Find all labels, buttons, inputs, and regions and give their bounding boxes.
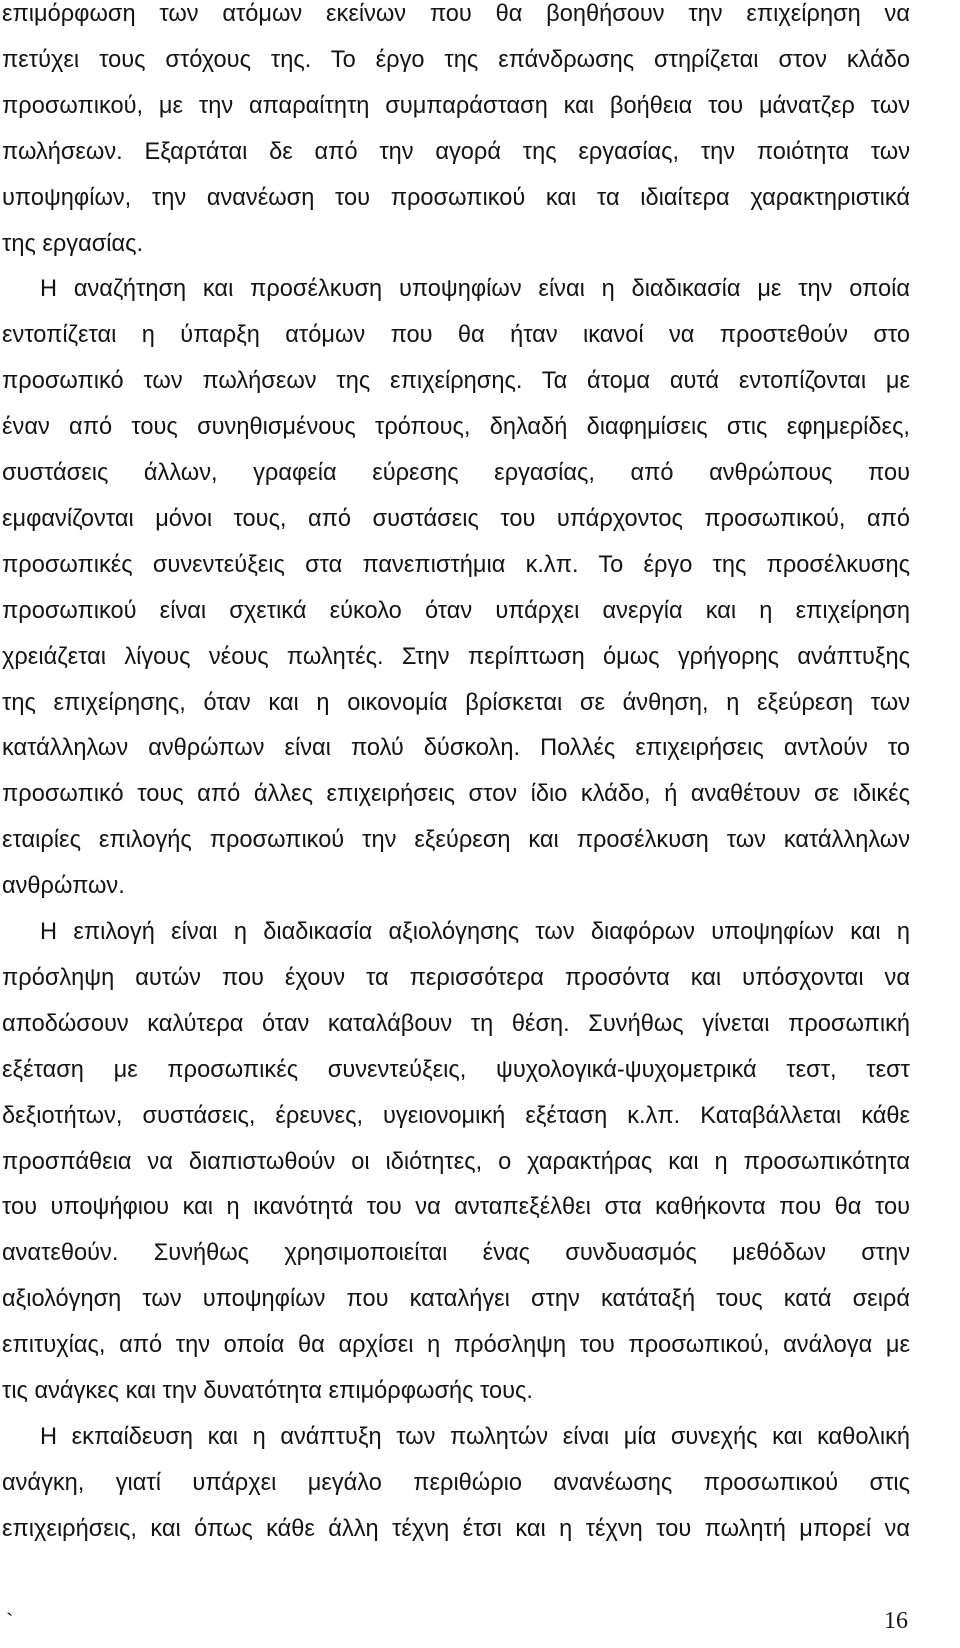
text-line: δεξιοτήτων, συστάσεις, έρευνες, υγειονομική εξέταση κ.λπ. Καταβάλλεται κάθε — [2, 1102, 910, 1129]
text-line: του υποψήφιου και η ικανότητά του να ανταπεξέλθει στα καθήκοντα που θα του — [2, 1194, 910, 1221]
footer-mark: ` — [6, 1608, 14, 1633]
text-line: επιχειρήσεις, και όπως κάθε άλλη τέχνη έτσι και η τέχνη του πωλητή μπορεί να — [2, 1515, 910, 1542]
text-line: ανθρώπων. — [2, 873, 125, 900]
text-line: πετύχει τους στόχους της. Το έργο της επάνδρωσης στηρίζεται στον κλάδο — [2, 46, 910, 73]
text-line: προσπάθεια να διαπιστωθούν οι ιδιότητες, ο χαρακτήρας και η προσωπικότητα — [2, 1148, 910, 1175]
text-line: προσωπικό των πωλήσεων της επιχείρησης. Τα άτομα αυτά εντοπίζονται με — [2, 368, 910, 395]
text-line: εξέταση με προσωπικές συνεντεύξεις, ψυχολογικά-ψυχομετρικά τεστ, τεστ — [2, 1056, 910, 1083]
text-line: επιμόρφωση των ατόμων εκείνων που θα βοηθήσουν την επιχείρηση να — [2, 1, 910, 27]
text-line: εμφανίζονται μόνοι τους, από συστάσεις του υπάρχοντος προσωπικού, από — [2, 505, 910, 532]
text-line: Η αναζήτηση και προσέλκυση υποψηφίων είναι η διαδικασία με την οποία — [40, 276, 910, 303]
text-line: προσωπικού, με την απαραίτητη συμπαράσταση και βοήθεια του μάνατζερ των — [2, 92, 910, 119]
text-line: προσωπικές συνεντεύξεις στα πανεπιστήμια κ.λπ. Το έργο της προσέλκυσης — [2, 551, 910, 578]
text-line: χρειάζεται λίγους νέους πωλητές. Στην περίπτωση όμως γρήγορης ανάπτυξης — [2, 643, 910, 670]
text-line: της επιχείρησης, όταν και η οικονομία βρίσκεται σε άνθηση, η εξεύρεση των — [2, 689, 910, 716]
text-line: αξιολόγηση των υποψηφίων που καταλήγει στην κατάταξή τους κατά σειρά — [2, 1286, 910, 1313]
text-line: ανατεθούν. Συνήθως χρησιμοποιείται ένας συνδυασμός μεθόδων στην — [2, 1240, 910, 1267]
text-line: κατάλληλων ανθρώπων είναι πολύ δύσκολη. Πολλές επιχειρήσεις αντλούν το — [2, 735, 910, 762]
text-line: τις ανάγκες και την δυνατότητα επιμόρφωσής τους. — [2, 1378, 533, 1404]
page-number: 16 — [884, 1608, 908, 1634]
text-line: προσωπικό τους από άλλες επιχειρήσεις στον ίδιο κλάδο, ή αναθέτουν σε ιδικές — [2, 781, 910, 808]
text-line: συστάσεις άλλων, γραφεία εύρεσης εργασίας, από ανθρώπους που — [2, 460, 910, 486]
text-line: Η εκπαίδευση και η ανάπτυξη των πωλητών είναι μία συνεχής και καθολική — [40, 1423, 910, 1450]
text-line: της εργασίας. — [2, 230, 144, 257]
text-line: πωλήσεων. Εξαρτάται δε από την αγορά της εργασίας, την ποιότητα των — [2, 138, 910, 165]
text-line: εταιρίες επιλογής προσωπικού την εξεύρεση και προσέλκυση των κατάλληλων — [2, 827, 910, 854]
text-line: ανάγκη, γιατί υπάρχει μεγάλο περιθώριο ανανέωσης προσωπικού στις — [2, 1469, 910, 1496]
text-line: έναν από τους συνηθισμένους τρόπους, δηλαδή διαφημίσεις στις εφημερίδες, — [2, 414, 910, 441]
text-line: εντοπίζεται η ύπαρξη ατόμων που θα ήταν ικανοί να προστεθούν στο — [2, 322, 910, 349]
text-line: Η επιλογή είναι η διαδικασία αξιολόγησης των διαφόρων υποψηφίων και η — [40, 919, 910, 945]
text-line: προσωπικού είναι σχετικά εύκολο όταν υπάρχει ανεργία και η επιχείρηση — [2, 597, 910, 624]
text-line: αποδώσουν καλύτερα όταν καταλάβουν τη θέση. Συνήθως γίνεται προσωπική — [2, 1010, 910, 1037]
text-line: υποψηφίων, την ανανέωση του προσωπικού και τα ιδιαίτερα χαρακτηριστικά — [2, 184, 910, 211]
text-line: επιτυχίας, από την οποία θα αρχίσει η πρόσληψη του προσωπικού, ανάλογα με — [2, 1332, 910, 1359]
text-line: πρόσληψη αυτών που έχουν τα περισσότερα προσόντα και υπόσχονται να — [2, 964, 910, 991]
